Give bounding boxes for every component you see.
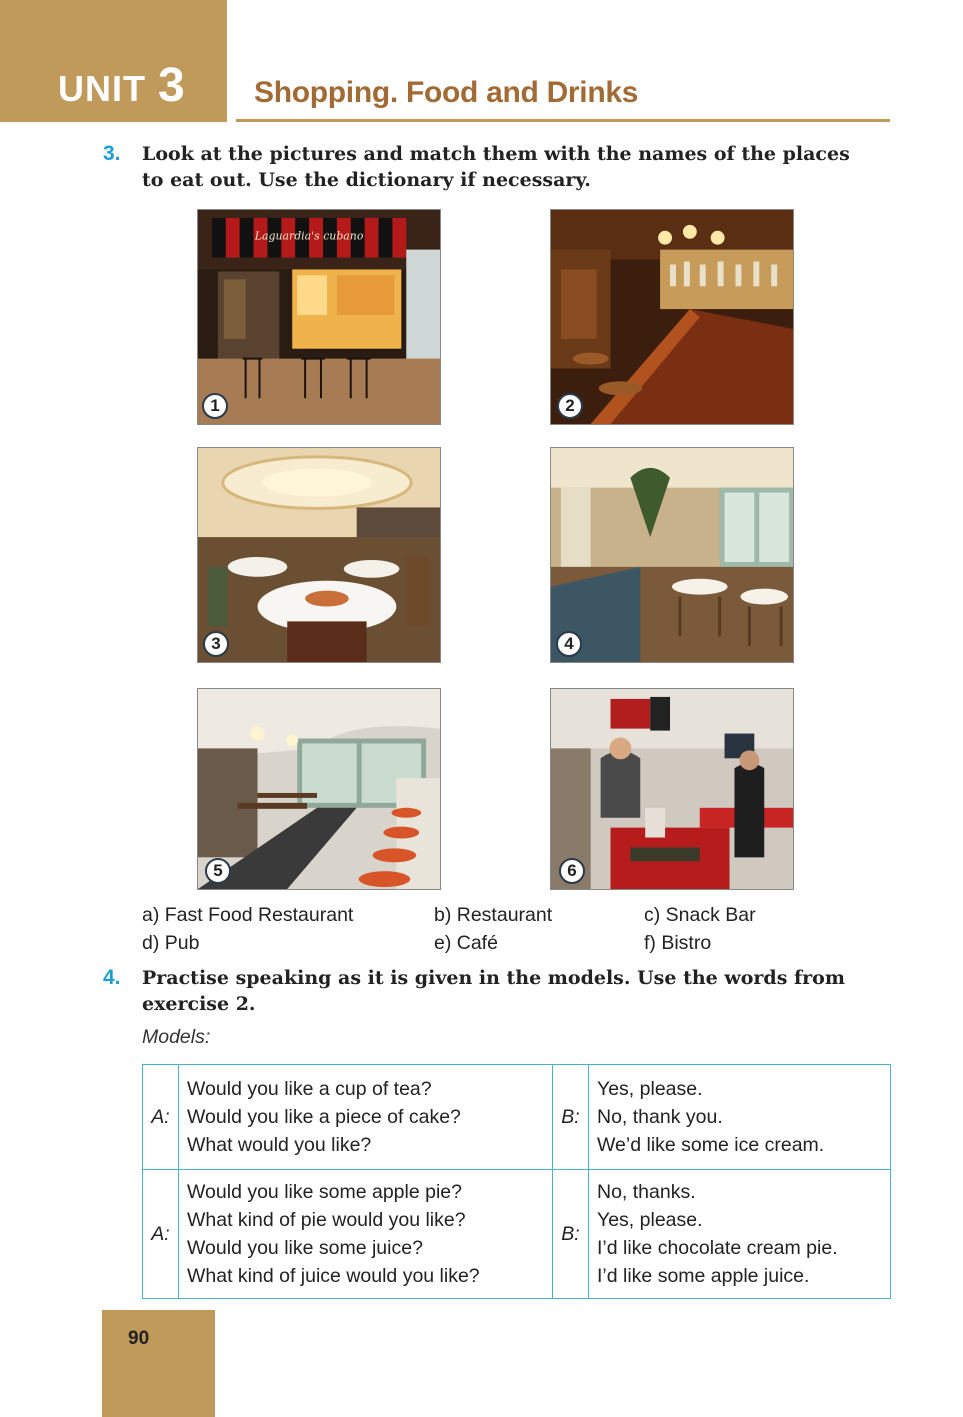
dialogue-line: What kind of juice would you like? [187,1265,480,1287]
unit-badge [0,0,227,122]
dialogue-row [143,1170,891,1299]
photo-6-badge: 6 [559,858,585,884]
speaker-a-lines [179,1170,553,1299]
option-f: f) Bistro [644,932,712,954]
option-a: a) Fast Food Restaurant [142,904,354,926]
exercise-3-instruction [142,141,850,193]
photo-6-fast-food [550,688,794,890]
dialogue-line: We’d like some ice cream. [597,1134,825,1156]
photo-1-cafe-front [197,209,441,425]
dialogue-line: I’d like some apple juice. [597,1265,810,1287]
photo-5-badge: 5 [205,858,231,884]
exercise-4-number: 4. [103,966,121,989]
unit-title: Shopping. Food and Drinks [254,76,639,109]
photo-1-badge: 1 [202,393,228,419]
dialogue-line: Would you like some apple pie? [187,1181,462,1203]
unit-word: UNIT [58,68,146,109]
speaker-b: B: [553,1170,589,1299]
dialogue-line: Yes, please. [597,1078,703,1100]
option-e: e) Café [434,932,498,954]
photo-3-badge: 3 [203,631,229,657]
dialogue-line: Yes, please. [597,1209,703,1231]
page-number-box [102,1310,215,1417]
speaker-b-lines [589,1065,891,1170]
models-label: Models: [142,1026,211,1048]
dialogue-line: Would you like a cup of tea? [187,1078,432,1100]
exercise-3-line-2: to eat out. Use the dictionary if necessary. [142,169,591,191]
photo-3-restaurant [197,447,441,663]
dialogue-line: What would you like? [187,1134,372,1156]
exercise-4-line-1: Practise speaking as it is given in the models. Use the words from [142,967,845,989]
speaker-a-lines [179,1065,553,1170]
speaker-b-lines [589,1170,891,1299]
title-rule [236,119,890,122]
option-c: c) Snack Bar [644,904,756,926]
dialogue-line: What kind of pie would you like? [187,1209,466,1231]
option-b: b) Restaurant [434,904,553,926]
dialogue-line: No, thank you. [597,1106,723,1128]
cafe-sign-text: Laguardia's cubano [254,229,364,243]
option-d: d) Pub [142,932,200,954]
photo-4-badge: 4 [556,631,582,657]
exercise-3-number: 3. [103,142,121,165]
exercise-4-line-2: exercise 2. [142,993,256,1015]
exercise-3-line-1: Look at the pictures and match them with the names of the places [142,143,850,165]
speaker-b: B: [553,1065,589,1170]
dialogue-line: No, thanks. [597,1181,696,1203]
speaker-a: A: [143,1170,179,1299]
speaker-a: A: [143,1065,179,1170]
photo-5-snack-bar [197,688,441,890]
dialogue-line: Would you like a piece of cake? [187,1106,461,1128]
dialogue-line: Would you like some juice? [187,1237,423,1259]
unit-number: 3 [158,59,185,112]
photo-2-badge: 2 [557,393,583,419]
photo-4-bistro [550,447,794,663]
dialogue-line: I’d like chocolate cream pie. [597,1237,838,1259]
photo-2-pub-bar [550,209,794,425]
dialogue-table [142,1064,891,1299]
exercise-4-instruction [142,965,845,1017]
page-number: 90 [128,1328,150,1349]
dialogue-row [143,1065,891,1170]
